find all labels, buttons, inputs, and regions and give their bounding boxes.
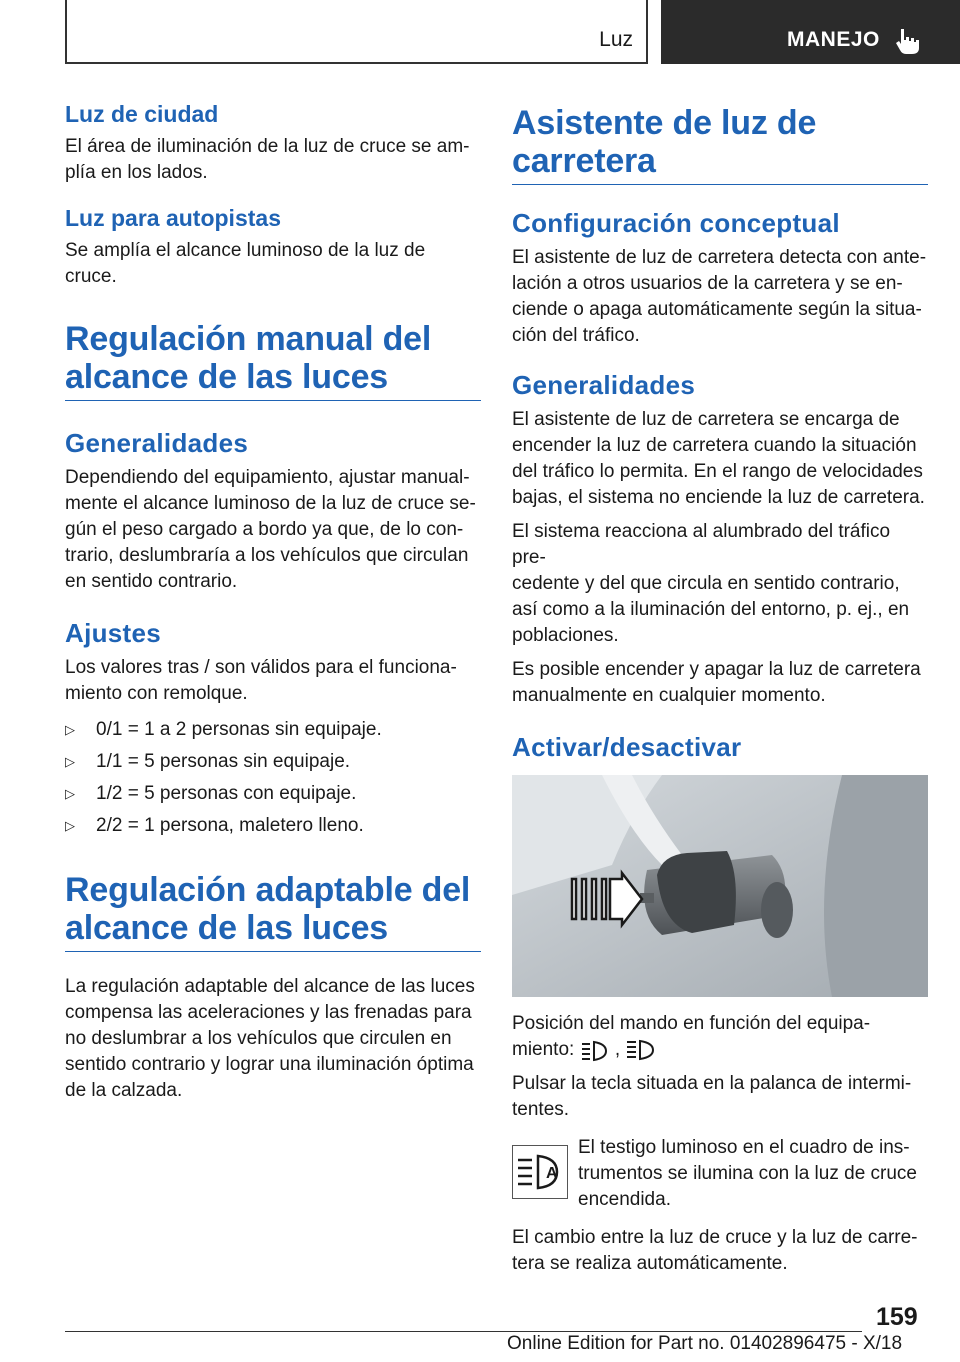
settings-list bbox=[65, 717, 481, 839]
svg-text:A: A bbox=[546, 1165, 558, 1182]
activate-heading: Activar/desactivar bbox=[512, 732, 742, 762]
turn-signal-lever-photo bbox=[512, 775, 928, 997]
high-beam-assistant-indicator-icon bbox=[512, 1145, 568, 1199]
settings-heading: Ajustes bbox=[65, 618, 162, 648]
city-light-text: El área de iluminación de la luz de cruce se am- plía en los lados. bbox=[65, 136, 470, 183]
general-paragraph-2: El sistema reacciona al alumbrado del tráfico pre- cedente y del que circula en sentido contrario, así como a la iluminación del entorno, p. ej., en poblaciones. bbox=[512, 521, 910, 646]
city-light-heading: Luz de ciudad bbox=[65, 101, 219, 127]
header-section-box bbox=[65, 0, 648, 64]
press-button-text: Pulsar la tecla situada en la palanca de intermi- tentes. bbox=[512, 1073, 912, 1120]
adaptive-range-text: La regulación adaptable del alcance de las luces compensa las aceleraciones y las frenadas para no deslumbrar a los vehículos que circulen en sentido contrario y lograr una iluminación óptima de la calzada. bbox=[65, 976, 475, 1101]
triangle-bullet-icon: ▷ bbox=[65, 818, 75, 833]
general-text: Dependiendo del equipamiento, ajustar manual- mente el alcance luminoso de la luz de cruce se- gún el peso cargado a bordo ya que, de lo con- trario, deslumbraría a los vehículos que circulan en sentido contrario. bbox=[65, 467, 476, 592]
right-column bbox=[512, 100, 928, 1285]
high-beam-assist-icon bbox=[580, 1038, 610, 1062]
position-text: Posición del mando en función del equipa- miento: , bbox=[512, 1013, 871, 1060]
triangle-bullet-icon: ▷ bbox=[65, 786, 75, 801]
general-heading: Generalidades bbox=[65, 428, 249, 458]
left-column bbox=[65, 100, 481, 1112]
header-chapter-label: MANEJO bbox=[787, 28, 880, 51]
high-beam-assistant-title: Asistente de luz de carretera bbox=[512, 104, 928, 185]
list-item: ▷ 2/2 = 1 persona, maletero lleno. bbox=[65, 813, 481, 839]
concept-text: El asistente de luz de carretera detecta con ante- lación a otros usuarios de la carretera y se en- ciende o apaga automáticamente según la situa- ción del tráfico. bbox=[512, 247, 927, 346]
general-paragraph-1: El asistente de luz de carretera se encarga de encender la luz de carretera cuando la situación del tráfico lo permita. En el rango de velocidades bajas, el sistema no enciende la luz de carretera. bbox=[512, 409, 925, 508]
settings-text: Los valores tras / son válidos para el funciona- miento con remolque. bbox=[65, 657, 457, 704]
general-paragraph-3: Es posible encender y apagar la luz de carretera manualmente en cualquier momento. bbox=[512, 659, 921, 706]
change-text: El cambio entre la luz de cruce y la luz de carre- tera se realiza automáticamente. bbox=[512, 1227, 918, 1274]
list-item: ▷ 1/2 = 5 personas con equipaje. bbox=[65, 781, 481, 807]
lever-illustration bbox=[512, 775, 928, 997]
hand-pointer-icon bbox=[892, 26, 922, 56]
concept-heading: Configuración conceptual bbox=[512, 208, 840, 238]
highway-light-heading: Luz para autopistas bbox=[65, 205, 281, 231]
indicator-text: El testigo luminoso en el cuadro de ins- trumentos se ilumina con la luz de cruce encendida. bbox=[578, 1137, 917, 1210]
list-item: ▷ 0/1 = 1 a 2 personas sin equipaje. bbox=[65, 717, 481, 743]
general-heading-right: Generalidades bbox=[512, 370, 696, 400]
triangle-bullet-icon: ▷ bbox=[65, 754, 75, 769]
triangle-bullet-icon: ▷ bbox=[65, 722, 75, 737]
manual-range-title: Regulación manual del alcance de las luces bbox=[65, 320, 481, 401]
high-beam-icon bbox=[625, 1038, 655, 1062]
footer-divider bbox=[65, 1331, 862, 1332]
header-section-label: Luz bbox=[599, 28, 633, 51]
adaptive-range-title: Regulación adaptable del alcance de las luces bbox=[65, 871, 481, 952]
highway-light-text: Se amplía el alcance luminoso de la luz de cruce. bbox=[65, 240, 426, 287]
list-item: ▷ 1/1 = 5 personas sin equipaje. bbox=[65, 749, 481, 775]
edition-text: Online Edition for Part no. 01402896475 - X/18 bbox=[507, 1333, 903, 1354]
page-number: 159 bbox=[876, 1303, 918, 1331]
indicator-note bbox=[512, 1135, 928, 1215]
